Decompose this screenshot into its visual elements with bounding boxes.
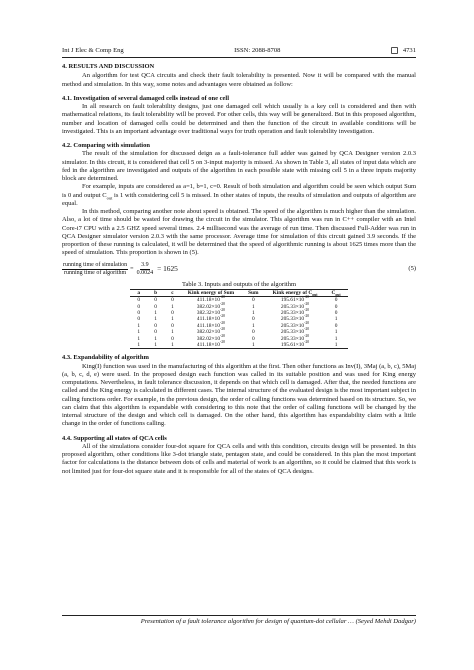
table-cell: 0	[154, 322, 157, 329]
cell-value: 205.33×10	[280, 303, 305, 310]
table-cell: 1	[137, 342, 141, 348]
table-cell: 0	[137, 297, 141, 304]
cell-value: 382.32×10	[196, 309, 221, 316]
exponent: -20	[220, 333, 226, 338]
table-cell: 1	[137, 335, 141, 342]
paragraph: An algorithm for test QCA circuits and check their fault tolerability is presented. Now it will be compared with the manual method and simulation. In this way, some notes and advantages were obtained as follow:	[62, 72, 416, 88]
table-cell: 0	[251, 329, 255, 336]
table-cell: 1	[334, 335, 338, 342]
table-cell: 0	[171, 297, 174, 304]
table-cell: 1	[251, 303, 255, 310]
table-cell: 0	[171, 309, 174, 316]
issn: ISSN: 2088-8708	[234, 46, 281, 54]
cell-value: 195.61×10	[280, 297, 305, 304]
cell-value: 411.18×10	[196, 322, 220, 329]
table-cell: 0	[251, 297, 255, 304]
header-rule	[62, 57, 416, 58]
column-header	[324, 289, 347, 296]
table-cell: 1	[137, 322, 141, 329]
paragraph: The result of the simulation for discussed deign as a fault-tolerance full adder was gained by QCA Designer version 2.0.3 simulator. In this circuit, it is considered that cell 5 on 3-input majority is missed. As shown in Table 3, all states of input data which are fed in the algorithm are investigated and outputs of the algorithm in each possible state with missing cell 5 in a three inputs majority block are determined.	[62, 150, 416, 182]
equation-numerator-value: 3.9	[141, 261, 149, 268]
equation-equals: =	[130, 265, 134, 272]
page-number-group	[391, 47, 416, 54]
section-title-results: 4. RESULTS AND DISCUSSION	[62, 63, 155, 70]
exponent: -20	[220, 327, 226, 332]
table-cell: 0	[171, 335, 174, 342]
journal-name: Int J Elec & Comp Eng	[62, 46, 124, 54]
exponent: -20	[304, 314, 310, 319]
table-cell	[181, 342, 241, 349]
table-caption: Table 3. Inputs and outputs of the algorithm	[182, 280, 296, 288]
table-cell: 1	[334, 329, 338, 336]
table-cell: 0	[251, 335, 255, 342]
cell-value: 411.18×10	[196, 297, 220, 304]
equation-result: = 1625	[157, 263, 178, 273]
cell-value: 205.33×10	[280, 316, 305, 323]
cell-value: 205.33×10	[280, 309, 305, 316]
table-cell: 0	[251, 316, 255, 323]
table-cell: 0	[154, 329, 157, 336]
table-inputs-outputs	[130, 289, 347, 350]
column-header: b	[154, 289, 158, 296]
table-header-row	[130, 289, 347, 296]
column-header: Kink energy of Sum	[187, 289, 235, 296]
table-cell: 0	[334, 322, 338, 329]
table-cell	[181, 297, 241, 304]
table-cell	[266, 342, 325, 349]
column-header	[266, 289, 325, 296]
article-body	[62, 63, 416, 476]
exponent: -20	[304, 320, 310, 325]
table-cell: 0	[334, 309, 338, 316]
table-body	[130, 297, 347, 349]
table-cell: 1	[171, 316, 174, 323]
cell-value: 205.33×10	[280, 329, 305, 336]
column-header: a	[137, 289, 141, 296]
table-cell: 1	[137, 329, 141, 336]
table-cell: 1	[171, 329, 174, 336]
equation-number: (5)	[408, 264, 416, 272]
exponent: -20	[304, 295, 310, 300]
equation-fraction-values	[137, 262, 154, 277]
equation-denominator-text: running time of algorithm	[64, 269, 127, 276]
equation-fraction-text	[62, 262, 128, 277]
cell-value: 205.33×10	[280, 335, 305, 342]
table-cell: 1	[334, 316, 338, 323]
page-footer: Presentation of a fault tolerance algorithm for design of quantum-dot cellular … (Seyed Mehdi Dadgar)	[140, 618, 416, 625]
exponent: -20	[219, 295, 225, 300]
equation-5	[62, 262, 416, 277]
cell-value: 411.18×10	[196, 342, 220, 348]
table-cell: 1	[251, 322, 255, 329]
section-title-qca-states: 4.4. Supporting all states of QCA cells	[62, 434, 167, 442]
table-cell: 0	[171, 322, 174, 329]
footer-rule	[62, 615, 416, 616]
exponent: -20	[220, 308, 226, 313]
section-title-expandability: 4.3. Expandability of algorithm	[62, 354, 149, 362]
cell-value: 411.18×10	[196, 316, 220, 323]
table-cell: 0	[137, 303, 141, 310]
table-cell: 1	[251, 342, 255, 348]
table-cell: 0	[334, 303, 338, 310]
paragraph: In all research on fault tolerability designs, just one damaged cell which usually is a key cell is considered and then with mathematical relations, its fault tolerability will be proved. For other cells, this way will be generalized. But in this proposed algorithm, number and location of damaged cells could be determined and then the function of the circuit in available conditions will be investigated. This is an important advantage over traditional ways for truth operation and fault tolerability investigation.	[62, 103, 416, 135]
exponent: -20	[304, 340, 310, 345]
table-cell: 0	[154, 297, 157, 304]
exponent: -20	[220, 301, 226, 306]
table-cell: 0	[334, 297, 338, 304]
column-header: c	[171, 289, 174, 296]
table-cell: 0	[137, 316, 141, 323]
exponent: -20	[304, 327, 310, 332]
column-header-text: Kink energy of C	[272, 289, 313, 296]
table-cell: 1	[154, 309, 157, 316]
table-cell: 1	[171, 303, 174, 310]
paragraph: In this method, comparing another note about speed is obtained. The speed of the algorithm is much higher than the simulation. Also, a lot of time should be wasted for drawing the circuit in the simulator. This algorithm was run in C++ compiler with an Intel Core-i7 CPU with a 2.5 GHZ speed several times. 2.4 millisecond was the average of run time. Then discussed Full-Adder was run in QCA Designer simulator version 2.0.3 with the same processor. Average time for simulation of this circuit gained 3.9 seconds. If the proportion of these running is calculated, it will be determined that the speed of algorithmic running is about 1625 times more than the speed of simulation. This proportion is shown in (5).	[62, 208, 416, 257]
cell-value: 382.02×10	[196, 303, 221, 310]
exponent: -20	[219, 320, 225, 325]
cell-value: 205.33×10	[280, 322, 305, 329]
table-cell: 1	[154, 335, 157, 342]
paragraph: All of the simulations consider four-dot square for QCA cells and with this condition, circuits design will be presented. In this proposed algorithm, other conditions like 3-dot triangle state, pentagon state, and could be considered. In this plan the most important factor for calculations is the distance between dots of cells and material of work is an algorithm, so it could be claimed that this work is not limited just for four-dot square state and it is responsible for all of the states of QCA designs.	[62, 442, 416, 475]
table-row	[130, 297, 347, 304]
table-cell: 1	[154, 316, 157, 323]
table-cell: 1	[171, 342, 174, 348]
equation-numerator-text: running time of simulation	[63, 261, 128, 268]
page-header	[62, 44, 416, 56]
cell-value: 195.61×10	[280, 342, 305, 348]
exponent: -20	[304, 308, 310, 313]
paragraph: For example, inputs are considered as a=1, b=1, c=0. Result of both simulation and algorithm could be seen which output Sum is 0 and output $C_{out}$ is 1 with considering cell 5 is missed. In other states of inputs, the results of simulation and outputs of algorithm are equal.	[62, 183, 416, 207]
table-cell	[266, 297, 325, 304]
cell-value: 382.02×10	[196, 335, 221, 342]
table-cell: 1	[251, 309, 255, 316]
subscript: out	[335, 292, 341, 297]
table-row	[130, 342, 347, 349]
square-bullet-icon	[391, 47, 398, 54]
paragraph: King(I) function was used in the manufacturing of this algorithm at the first. Then other functions as Inv(I), 3Maj (a, b, c), 5Maj (a, b, c, d, e) were used. In the proposed design each function was called in its suitable position and was used for King energy computations. Nevertheless, in fault tolerance discussion, it depends on that which cell is damaged. After that, the needed functions are called and the King energy is calculated in different cases. The internal structure of the evaluated design is the most important subject in calling functions order. For example, in the previous design, the order of calling functions was determined based on its structure. So, we can claim that this algorithm is expandable with considering to this note that the order of calling functions will be changed by the internal structure of the design and which cell is damaged. On the other hand, this algorithm has expandability claim with a little change in the order of functions calling.	[62, 362, 416, 428]
page-number: 4731	[402, 46, 416, 54]
equation-denominator-value: 0.0024	[136, 269, 154, 276]
column-header-text: C	[331, 289, 336, 296]
exponent: -20	[304, 333, 310, 338]
section-title-damaged-cells: 4.1. Investigation of several damaged cells instead of one cell	[62, 94, 229, 102]
cell-value: 382.02×10	[196, 329, 221, 336]
table-cell: 1	[154, 342, 157, 348]
section-title-simulation: 4.2. Comparing with simulation	[62, 142, 150, 149]
exponent: -20	[304, 301, 310, 306]
table-cell: 1	[334, 342, 338, 348]
subscript: out	[312, 292, 318, 297]
table-cell: 0	[154, 303, 157, 310]
exponent: -20	[219, 340, 225, 345]
exponent: -20	[219, 314, 225, 319]
column-header: Sum	[248, 289, 259, 296]
table-cell: 0	[137, 309, 141, 316]
